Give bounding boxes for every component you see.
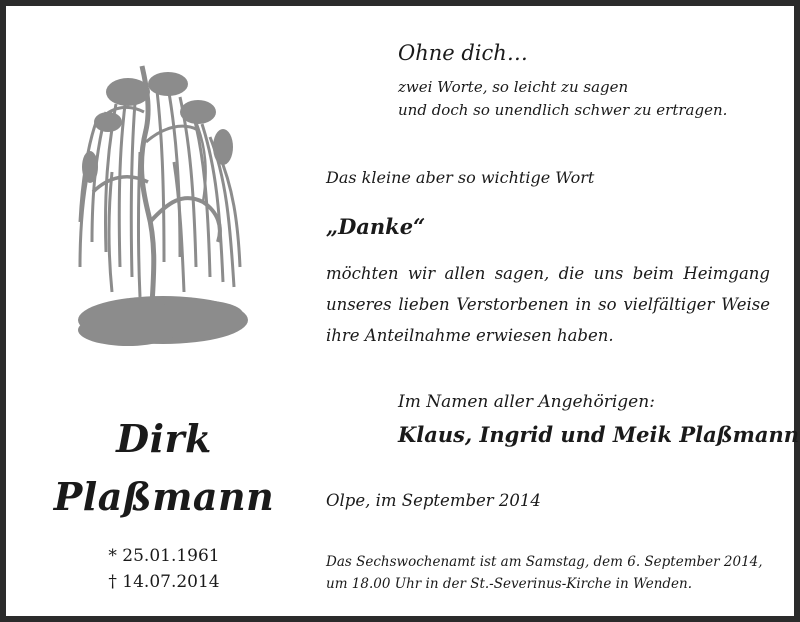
thanks-paragraph [326, 258, 770, 351]
service-note-line: um 18.00 Uhr in der St.-Severinus-Kirche in Wenden. [326, 576, 693, 592]
deceased-first-name: Dirk [116, 416, 212, 461]
birth-date: * 25.01.1961 [108, 546, 220, 566]
thanks-line: unseres lieben Verstorbenen in so vielfältiger Weise [326, 295, 770, 314]
place-date: Olpe, im September 2014 [326, 491, 541, 510]
thanks-intro: Das kleine aber so wichtige Wort [326, 168, 595, 187]
service-note-line: Das Sechswochenamt ist am Samstag, dem 6. September 2014, [326, 554, 763, 570]
thanks-word: „Danke“ [326, 214, 426, 239]
poem-line: und doch so unendlich schwer zu ertragen. [398, 101, 728, 119]
poem-heading: Ohne dich… [398, 41, 528, 65]
signature-family: Klaus, Ingrid und Meik Plaßmann [398, 422, 800, 447]
thanks-line: ihre Anteilnahme erwiesen haben. [326, 326, 614, 345]
weeping-willow-icon [68, 52, 250, 370]
deceased-last-name: Plaßmann [53, 474, 275, 519]
thanks-line: möchten wir allen sagen, die uns beim Heimgang [326, 264, 770, 283]
death-date: † 14.07.2014 [108, 572, 220, 592]
poem-line: zwei Worte, so leicht zu sagen [398, 78, 629, 96]
signature-behalf: Im Namen aller Angehörigen: [398, 392, 655, 412]
